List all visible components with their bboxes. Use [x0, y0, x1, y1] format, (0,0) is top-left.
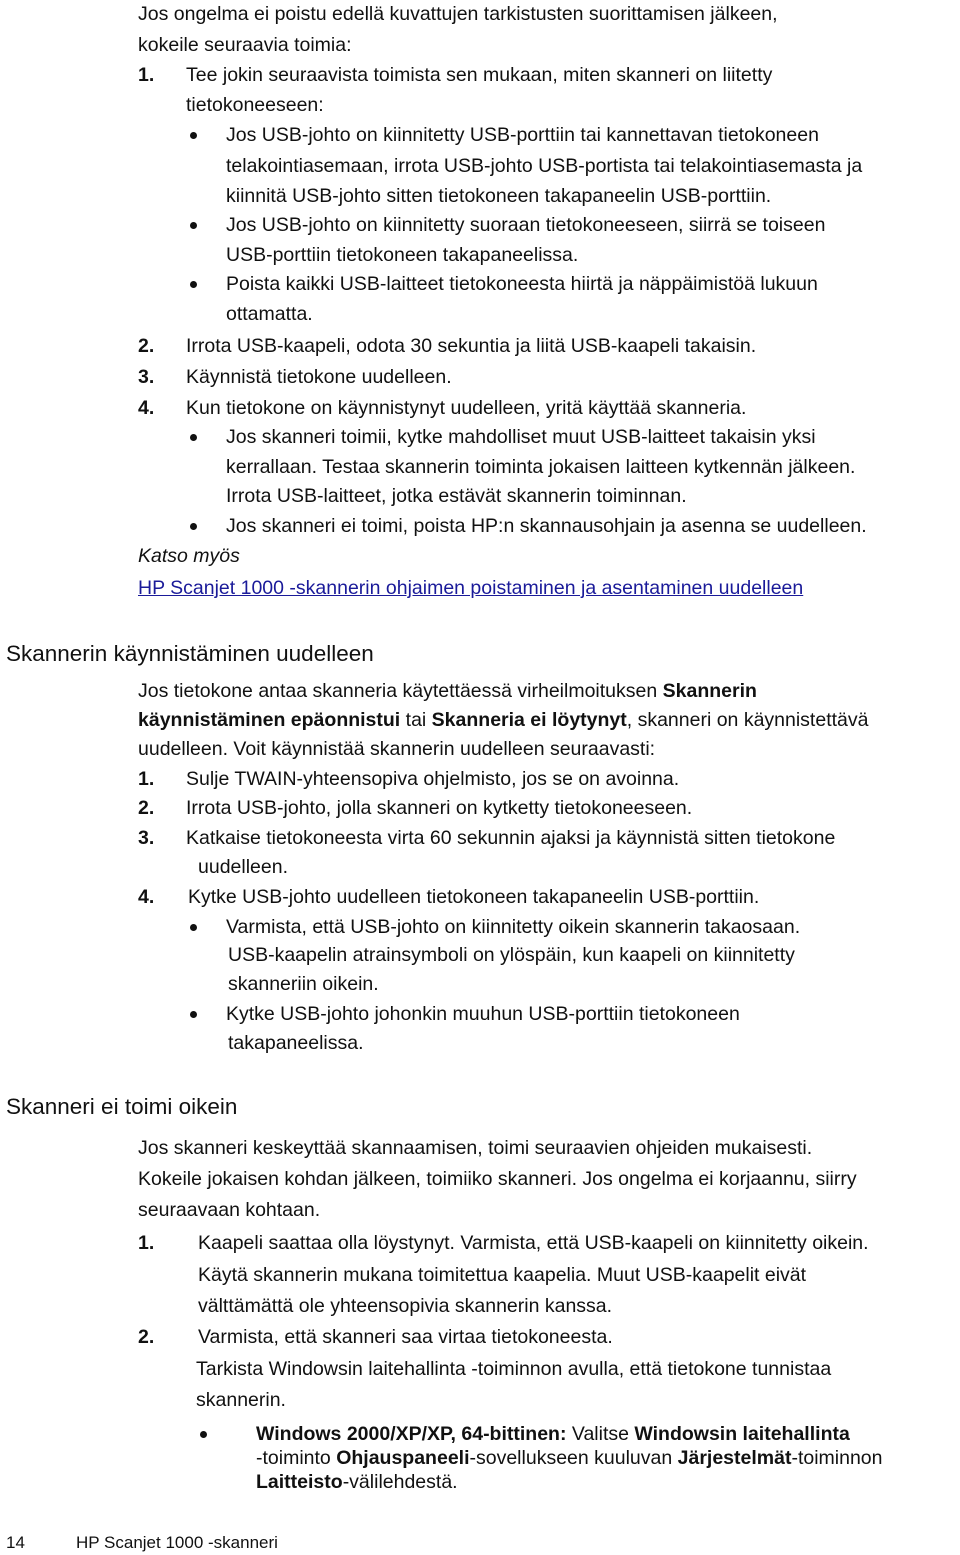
s3-step-2-line-1: Varmista, että skanneri saa virtaa tietokoneesta.	[198, 1326, 613, 1348]
step-3-number: 3.	[138, 366, 155, 388]
s2-step-3-text-line-1: Katkaise tietokoneesta virta 60 sekunnin ajaksi ja käynnistä sitten tietokone	[186, 827, 836, 849]
s2-bullet-2-line-2: takapaneelissa.	[228, 1032, 364, 1054]
section-heading-not-working: Skanneri ei toimi oikein	[6, 1094, 238, 1119]
page-number: 14	[6, 1533, 25, 1552]
bullet-4-line-1: Jos skanneri toimii, kytke mahdolliset muut USB-laitteet takaisin yksi	[226, 426, 816, 448]
bullet-2-line-1: Jos USB-johto on kiinnitetty suoraan tietokoneeseen, siirrä se toiseen	[226, 214, 826, 236]
s3-step-1-number: 1.	[138, 1232, 155, 1254]
bullet-icon	[190, 523, 197, 530]
s3-step-1-line-2: Käytä skannerin mukana toimitettua kaapelia. Muut USB-kaapelit eivät	[198, 1264, 807, 1286]
bullet-1-line-3: kiinnitä USB-johto sitten tietokoneen takapaneelin USB-porttiin.	[226, 185, 772, 207]
s3-bullet-1-line-2: -toiminto Ohjauspaneeli-sovellukseen kuuluvan Järjestelmät-toiminnon	[256, 1447, 883, 1469]
bullet-icon	[190, 434, 197, 441]
s2-step-2-number: 2.	[138, 797, 155, 819]
s2-bullet-1-line-2: USB-kaapelin atrainsymboli on ylöspäin, kun kaapeli on kiinnitetty	[228, 944, 795, 966]
s2-bullet-1-line-3: skanneriin oikein.	[228, 973, 379, 995]
section2-para-line-3: uudelleen. Voit käynnistää skannerin uudelleen seuraavasti:	[138, 738, 656, 760]
s2-bullet-1-line-1: Varmista, että USB-johto on kiinnitetty oikein skannerin takaosaan.	[226, 916, 801, 938]
section2-para-line-2: käynnistäminen epäonnistui tai Skanneria ei löytynyt, skanneri on käynnistettävä	[138, 709, 869, 731]
s2-step-3-number: 3.	[138, 827, 155, 849]
bullet-icon	[200, 1431, 207, 1438]
s3-step-1-line-1: Kaapeli saattaa olla löystynyt. Varmista, että USB-kaapeli on kiinnitetty oikein.	[198, 1232, 869, 1254]
s2-step-2-text: Irrota USB-johto, jolla skanneri on kytketty tietokoneeseen.	[186, 797, 693, 819]
section3-para-line-3: seuraavaan kohtaan.	[138, 1199, 321, 1221]
intro-text-line-1: Jos ongelma ei poistu edellä kuvattujen tarkistusten suorittamisen jälkeen,	[138, 3, 778, 25]
footer-title: HP Scanjet 1000 -skanneri	[76, 1533, 278, 1552]
step-1-text-line-1: Tee jokin seuraavista toimista sen mukaan, miten skanneri on liitetty	[186, 64, 773, 86]
step-4-text: Kun tietokone on käynnistynyt uudelleen, yritä käyttää skanneria.	[186, 397, 747, 419]
section-heading-restart: Skannerin käynnistäminen uudelleen	[6, 641, 374, 666]
see-also-link[interactable]: HP Scanjet 1000 -skannerin ohjaimen poistaminen ja asentaminen uudelleen	[138, 577, 804, 599]
section3-para-line-1: Jos skanneri keskeyttää skannaamisen, toimi seuraavien ohjeiden mukaisesti.	[138, 1137, 813, 1159]
step-2-text: Irrota USB-kaapeli, odota 30 sekuntia ja liitä USB-kaapeli takaisin.	[186, 335, 757, 357]
s3-bullet-1-line-1: Windows 2000/XP/XP, 64-bittinen: Valitse Windowsin laitehallinta	[256, 1423, 850, 1445]
bullet-4-line-2: kerrallaan. Testaa skannerin toiminta jokaisen laitteen kytkennän jälkeen.	[226, 456, 856, 478]
step-1-number: 1.	[138, 64, 155, 86]
bullet-icon	[190, 924, 197, 931]
step-1-text-line-2: tietokoneeseen:	[186, 94, 324, 116]
bullet-3-line-1: Poista kaikki USB-laitteet tietokoneesta hiirtä ja näppäimistöä lukuun	[226, 273, 818, 295]
bullet-icon	[190, 281, 197, 288]
bullet-1-line-1: Jos USB-johto on kiinnitetty USB-porttiin tai kannettavan tietokoneen	[226, 124, 819, 146]
step-3-text: Käynnistä tietokone uudelleen.	[186, 366, 452, 388]
s2-step-4-number: 4.	[138, 886, 155, 908]
bullet-5-line-1: Jos skanneri ei toimi, poista HP:n skannausohjain ja asenna se uudelleen.	[226, 515, 867, 537]
bullet-icon	[190, 222, 197, 229]
s2-step-1-text: Sulje TWAIN-yhteensopiva ohjelmisto, jos se on avoinna.	[186, 768, 680, 790]
s2-bullet-2-line-1: Kytke USB-johto johonkin muuhun USB-porttiin tietokoneen	[226, 1003, 740, 1025]
s3-step-2-number: 2.	[138, 1326, 155, 1348]
step-4-number: 4.	[138, 397, 155, 419]
s3-step-2-line-2: Tarkista Windowsin laitehallinta -toiminnon avulla, että tietokone tunnistaa	[196, 1358, 832, 1380]
section2-para-line-1: Jos tietokone antaa skanneria käytettäessä virheilmoituksen Skannerin	[138, 680, 757, 702]
step-2-number: 2.	[138, 335, 155, 357]
s3-bullet-1-line-3: Laitteisto-välilehdestä.	[256, 1471, 458, 1493]
s3-step-2-line-3: skannerin.	[196, 1389, 286, 1411]
bullet-2-line-2: USB-porttiin tietokoneen takapaneelissa.	[226, 244, 579, 266]
s2-step-4-text: Kytke USB-johto uudelleen tietokoneen takapaneelin USB-porttiin.	[188, 886, 760, 908]
bullet-3-line-2: ottamatta.	[226, 303, 313, 325]
bullet-1-line-2: telakointiasemaan, irrota USB-johto USB-portista tai telakointiasemasta ja	[226, 155, 863, 177]
bullet-icon	[190, 132, 197, 139]
s2-step-3-text-line-2: uudelleen.	[198, 856, 288, 878]
bullet-icon	[190, 1011, 197, 1018]
section3-para-line-2: Kokeile jokaisen kohdan jälkeen, toimiiko skanneri. Jos ongelma ei korjaannu, siirry	[138, 1168, 857, 1190]
s3-step-1-line-3: välttämättä ole yhteensopivia skannerin kanssa.	[198, 1295, 613, 1317]
intro-text-line-2: kokeile seuraavia toimia:	[138, 34, 352, 56]
bullet-4-line-3: Irrota USB-laitteet, jotka estävät skannerin toiminnan.	[226, 485, 687, 507]
s2-step-1-number: 1.	[138, 768, 155, 790]
see-also-label: Katso myös	[138, 545, 240, 567]
